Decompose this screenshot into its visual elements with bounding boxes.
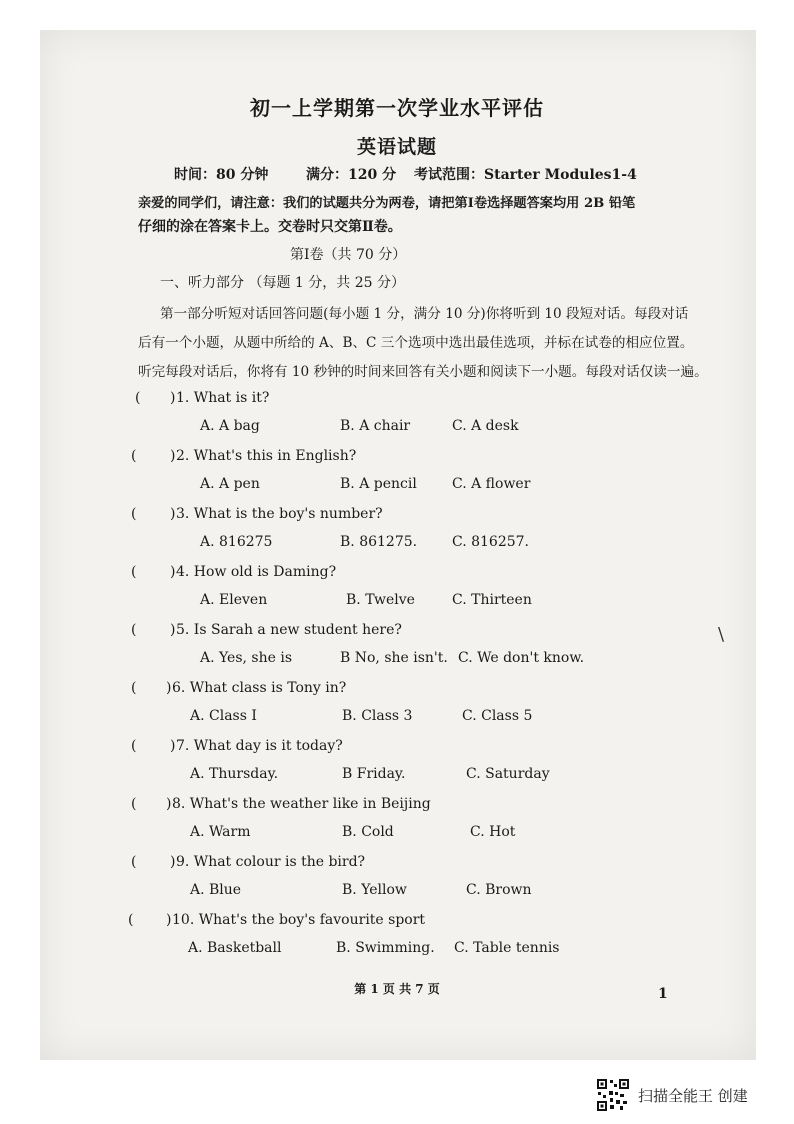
question-text: 3. What is the boy's number?	[176, 506, 383, 522]
part-title: 一、听力部分 （每题 1 分，共 25 分）	[160, 275, 405, 291]
answer-bracket-close: )	[170, 738, 176, 754]
option-b: B Friday.	[342, 766, 406, 782]
answer-bracket-close: )	[170, 390, 176, 406]
qr-code-icon	[596, 1078, 630, 1112]
option-c: C. Brown	[466, 882, 532, 898]
option-a: A. Warm	[190, 824, 251, 840]
answer-bracket-close: )	[166, 680, 172, 696]
notice-line-1: 亲爱的同学们，请注意：我们的试题共分为两卷，请把第Ⅰ卷选择题答案均用 2B 铅笔	[138, 196, 636, 211]
notice-line-2: 仔细的涂在答案卡上。交卷时只交第Ⅱ卷。	[138, 219, 402, 235]
answer-bracket-open: (	[135, 390, 141, 406]
option-a: A. Basketball	[188, 940, 282, 956]
scope-info: 考试范围：Starter Modules1-4	[414, 167, 637, 183]
option-b: B No, she isn't.	[340, 650, 448, 666]
option-b: B. 861275.	[340, 534, 418, 550]
option-a: A. Eleven	[200, 592, 268, 608]
answer-bracket-open: (	[131, 680, 137, 696]
question-text: 4. How old is Daming?	[176, 564, 337, 580]
option-b: B. A chair	[340, 418, 411, 434]
option-c: C. Thirteen	[452, 592, 532, 608]
exam-title: 初一上学期第一次学业水平评估	[250, 96, 544, 120]
option-b: B. Cold	[342, 824, 394, 840]
answer-bracket-open: (	[131, 738, 137, 754]
score-info: 满分：120 分	[306, 167, 397, 183]
option-c: C. Saturday	[466, 766, 550, 782]
instruction-line: 后有一个小题，从题中所给的 A、B、C 三个选项中选出最佳选项，并标在试卷的相应位置。	[138, 335, 694, 351]
answer-bracket-open: (	[131, 564, 137, 580]
option-b: B. Twelve	[346, 592, 415, 608]
time-info: 时间：80 分钟	[174, 167, 269, 183]
scanner-watermark	[596, 1078, 748, 1112]
question-text: 2. What's this in English?	[176, 448, 357, 464]
question-text: 8. What's the weather like in Beijing	[172, 796, 431, 812]
option-a: A. A bag	[200, 418, 260, 434]
answer-bracket-open: (	[131, 448, 137, 464]
question-text: 1. What is it?	[176, 390, 270, 406]
question-text: 7. What day is it today?	[176, 738, 343, 754]
answer-bracket-open: (	[131, 854, 137, 870]
question-text: 5. Is Sarah a new student here?	[176, 622, 402, 638]
option-b: B. Yellow	[342, 882, 407, 898]
page-number: 1	[658, 986, 668, 1002]
question-text: 6. What class is Tony in?	[172, 680, 347, 696]
stray-mark: \	[718, 624, 725, 645]
option-b: B. Class 3	[342, 708, 413, 724]
option-a: A. Yes, she is	[200, 650, 293, 666]
option-a: A. 816275	[200, 534, 273, 550]
option-b: B. Swimming.	[336, 940, 435, 956]
answer-bracket-close: )	[170, 448, 176, 464]
option-a: A. Thursday.	[190, 766, 279, 782]
option-c: C. 816257.	[452, 534, 530, 550]
option-c: C. Table tennis	[454, 940, 560, 956]
answer-bracket-close: )	[166, 912, 172, 928]
exam-subtitle: 英语试题	[356, 136, 437, 158]
option-c: C. Hot	[470, 824, 516, 840]
volume-heading: 第Ⅰ卷（共 70 分）	[290, 247, 407, 263]
answer-bracket-close: )	[166, 796, 172, 812]
answer-bracket-close: )	[170, 506, 176, 522]
question-text: 10. What's the boy's favourite sport	[172, 912, 426, 928]
answer-bracket-close: )	[170, 564, 176, 580]
option-b: B. A pencil	[340, 476, 417, 492]
option-c: C. Class 5	[462, 708, 533, 724]
instruction-line: 第一部分听短对话回答问题(每小题 1 分，满分 10 分)你将听到 10 段短对话。每段对话	[160, 306, 689, 322]
answer-bracket-open: (	[131, 506, 137, 522]
option-a: A. Blue	[190, 882, 242, 898]
page-label: 第 1 页 共 7 页	[354, 982, 440, 996]
option-c: C. A desk	[452, 418, 519, 434]
option-a: A. A pen	[200, 476, 260, 492]
answer-bracket-open: (	[131, 796, 137, 812]
answer-bracket-open: (	[128, 912, 134, 928]
answer-bracket-open: (	[131, 622, 137, 638]
instruction-line: 听完每段对话后，你将有 10 秒钟的时间来回答有关小题和阅读下一小题。每段对话仅读一遍。	[138, 364, 708, 380]
option-c: C. We don't know.	[458, 650, 585, 666]
question-text: 9. What colour is the bird?	[176, 854, 366, 870]
option-a: A. Class I	[190, 708, 257, 724]
answer-bracket-close: )	[170, 854, 176, 870]
scanner-text: 扫描全能王 创建	[638, 1086, 748, 1105]
option-c: C. A flower	[452, 476, 531, 492]
answer-bracket-close: )	[170, 622, 176, 638]
